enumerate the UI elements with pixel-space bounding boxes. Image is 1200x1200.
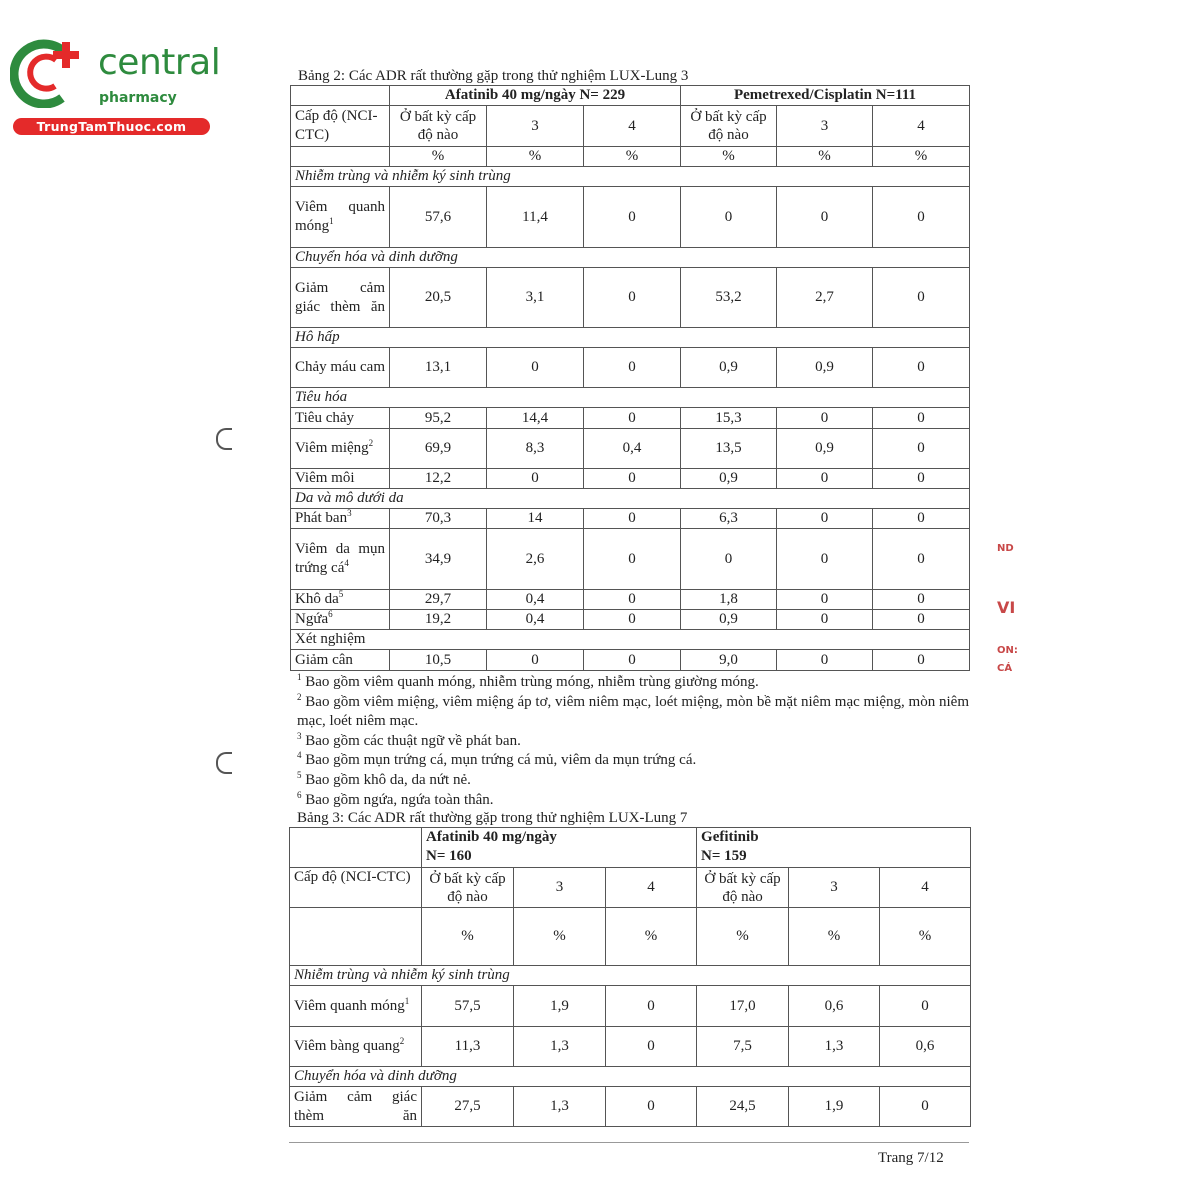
footer-divider (289, 1142, 969, 1143)
group2-header: Gefitinib N= 159 (697, 828, 971, 868)
footnote-text: Bao gồm viêm quanh móng, nhiễm trùng móng, nhiễm trùng giường móng. (305, 674, 759, 690)
value-cell: 0 (584, 268, 681, 328)
unit-cell: % (697, 908, 789, 966)
value-cell: 0 (873, 469, 970, 489)
footnote (297, 693, 969, 732)
grade-header: 3 (789, 868, 880, 908)
adr-name: Ngứa$^6$ (291, 610, 390, 630)
value-cell: 0 (777, 529, 873, 590)
value-cell: 0 (584, 529, 681, 590)
category-label: Xét nghiệm (291, 630, 970, 650)
footnote-number: 1 (297, 672, 302, 682)
grade-header: Ở bất kỳ cấp độ nào (681, 106, 777, 147)
unit-cell: % (880, 908, 971, 966)
footnote-ref: 1 (404, 995, 410, 1006)
value-cell: 0 (606, 1027, 697, 1067)
value-cell: 0 (873, 610, 970, 630)
value-cell: 29,7 (390, 590, 487, 610)
category-row (291, 630, 970, 650)
footnote-ref: 6 (328, 609, 333, 619)
footnote-number: 4 (297, 750, 302, 761)
unit-cell: % (422, 908, 514, 966)
value-cell: 0,4 (584, 429, 681, 469)
value-cell: 14,4 (487, 408, 584, 429)
logo-site: TrungTamThuoc.com (13, 118, 210, 135)
table2-caption: Bảng 2: Các ADR rất thường gặp trong thử nghiệm LUX-Lung 3 (298, 68, 689, 84)
value-cell: 0 (873, 429, 970, 469)
value-cell: 0 (777, 408, 873, 429)
logo-mark-icon (10, 38, 90, 108)
value-cell: 0 (777, 509, 873, 529)
table-row (291, 529, 970, 590)
adr-name: Viêm miệng$^2$ (291, 429, 390, 469)
table-row (290, 986, 971, 1027)
logo-brand: central (98, 42, 221, 83)
category-row (290, 966, 971, 986)
category-label: Tiêu hóa (291, 388, 970, 408)
footnote (297, 732, 969, 752)
value-cell: 0 (584, 650, 681, 671)
footnote-number: 3 (297, 730, 302, 741)
value-cell: 3,1 (487, 268, 584, 328)
footnote-text: Bao gồm các thuật ngữ về phát ban. (305, 732, 521, 749)
category-row (291, 167, 970, 187)
group2-header: Pemetrexed/Cisplatin N=111 (681, 86, 970, 106)
value-cell: 1,8 (681, 590, 777, 610)
grade-header: 4 (880, 868, 971, 908)
grade-header: 3 (487, 106, 584, 147)
unit-cell: % (777, 147, 873, 167)
category-row (291, 248, 970, 268)
footnotes (297, 673, 969, 810)
value-cell: 0 (777, 610, 873, 630)
category-label: Hô hấp (291, 328, 970, 348)
value-cell: 34,9 (390, 529, 487, 590)
value-cell: 15,3 (681, 408, 777, 429)
value-cell: 70,3 (390, 509, 487, 529)
value-cell: 0,6 (789, 986, 880, 1027)
value-cell: 0 (584, 408, 681, 429)
table-row (290, 1027, 971, 1067)
footnote-ref: 4 (344, 558, 349, 568)
adr-name: Chảy máu cam (291, 348, 390, 388)
category-label: Da và mô dưới da (291, 489, 970, 509)
footnote (297, 791, 969, 811)
adr-name: Viêm quanh móng$^1$ (290, 986, 422, 1027)
table-row (291, 590, 970, 610)
value-cell: 1,3 (789, 1027, 880, 1067)
value-cell: 7,5 (697, 1027, 789, 1067)
unit-cell: % (681, 147, 777, 167)
grade-header: Ở bất kỳ cấp độ nào (422, 868, 514, 908)
footnote-number: 5 (297, 769, 302, 780)
group1-header: Afatinib 40 mg/ngày N= 229 (390, 86, 681, 106)
value-cell: 0,9 (681, 348, 777, 388)
category-label: Chuyển hóa và dinh dưỡng (290, 1067, 971, 1087)
adr-name: Khô $da^5$ (291, 590, 390, 610)
stamp-fragment: ND VI ON: CÁ (997, 543, 1018, 674)
footnote-ref: 2 (399, 1036, 405, 1047)
adr-name: Viêm môi (291, 469, 390, 489)
footnote-number: 2 (297, 691, 302, 702)
grade-header: 3 (514, 868, 606, 908)
value-cell: 11,4 (487, 187, 584, 248)
adr-name: Giảm cân (291, 650, 390, 671)
category-row (291, 328, 970, 348)
grade-header: 4 (873, 106, 970, 147)
table-row (291, 429, 970, 469)
punch-hole-icon (216, 752, 232, 774)
footnote-ref: 1 (329, 216, 334, 226)
value-cell: 0 (584, 590, 681, 610)
value-cell: 0 (681, 187, 777, 248)
punch-hole-icon (216, 428, 232, 450)
value-cell: 0 (873, 348, 970, 388)
category-row (291, 489, 970, 509)
value-cell: 13,5 (681, 429, 777, 469)
central-pharmacy-logo (10, 38, 221, 138)
value-cell: 0 (880, 986, 971, 1027)
grade-header: Ở bất kỳ cấp độ nào (390, 106, 487, 147)
value-cell: 13,1 (390, 348, 487, 388)
footnote-number: 6 (297, 789, 302, 800)
grade-header: Ở bất kỳ cấp độ nào (697, 868, 789, 908)
footnote (297, 673, 969, 693)
value-cell: 0 (777, 590, 873, 610)
value-cell: 0,6 (880, 1027, 971, 1067)
value-cell: 27,5 (422, 1087, 514, 1127)
value-cell: 0,9 (777, 348, 873, 388)
group1-header: Afatinib 40 mg/ngày N= 160 (422, 828, 697, 868)
value-cell: 0 (584, 610, 681, 630)
value-cell: 0 (487, 469, 584, 489)
value-cell: 0 (873, 509, 970, 529)
unit-cell: % (873, 147, 970, 167)
value-cell: 0 (487, 650, 584, 671)
value-cell: 2,7 (777, 268, 873, 328)
category-label: Chuyển hóa và dinh dưỡng (291, 248, 970, 268)
value-cell: 0 (777, 187, 873, 248)
value-cell: 8,3 (487, 429, 584, 469)
value-cell: 14 (487, 509, 584, 529)
value-cell: 0 (487, 348, 584, 388)
value-cell: 0,9 (777, 429, 873, 469)
value-cell: 57,6 (390, 187, 487, 248)
footnote-text: Bao gồm ngứa, ngứa toàn thân. (305, 791, 494, 808)
value-cell: 0 (584, 509, 681, 529)
unit-cell: % (584, 147, 681, 167)
adr-name: Viêm bàng quang$^2$ (290, 1027, 422, 1067)
value-cell: 1,9 (514, 986, 606, 1027)
value-cell: 95,2 (390, 408, 487, 429)
value-cell: 0,9 (681, 469, 777, 489)
value-cell: 20,5 (390, 268, 487, 328)
unit-cell: % (487, 147, 584, 167)
value-cell: 0 (873, 590, 970, 610)
unit-cell: % (390, 147, 487, 167)
table3-caption: Bảng 3: Các ADR rất thường gặp trong thử nghiệm LUX-Lung 7 (297, 810, 688, 827)
value-cell: 0 (584, 187, 681, 248)
value-cell: 12,2 (390, 469, 487, 489)
footnote-ref: 2 (368, 438, 374, 448)
category-label: Nhiễm trùng và nhiễm ký sinh trùng (290, 966, 971, 986)
footnote-text: Bao gồm viêm miệng, viêm miệng áp tơ, viêm niêm mạc, loét miệng, mòn bề mặt niêm mạc miệng, mòn niêm mạc, loét niêm mạc. (297, 693, 969, 730)
footnote-text: Bao gồm mụn trứng cá, mụn trứng cá mủ, viêm da mụn trứng cá. (305, 752, 697, 769)
value-cell: 10,5 (390, 650, 487, 671)
grade-header: 4 (584, 106, 681, 147)
adr-name: Phát ban$^3$ (291, 509, 390, 529)
value-cell: 0,4 (487, 590, 584, 610)
unit-cell: % (606, 908, 697, 966)
grade-header: 3 (777, 106, 873, 147)
value-cell: 0 (873, 408, 970, 429)
logo-sub: pharmacy (99, 90, 177, 106)
table2-lux-lung-3 (290, 85, 970, 671)
footnote-ref: 5 (338, 589, 344, 599)
value-cell: 1,3 (514, 1027, 606, 1067)
table-row (291, 348, 970, 388)
value-cell: 0 (873, 529, 970, 590)
category-row (291, 388, 970, 408)
grade-header: 4 (606, 868, 697, 908)
table-row (291, 610, 970, 630)
value-cell: 0 (606, 1087, 697, 1127)
value-cell: 57,5 (422, 986, 514, 1027)
value-cell: 0,9 (681, 610, 777, 630)
table-row (291, 408, 970, 429)
adr-name: Giảm cảm giác thèm ăn (290, 1087, 422, 1127)
table3-lux-lung-7 (289, 827, 971, 1127)
footnote (297, 751, 969, 771)
table-row (291, 650, 970, 671)
category-label: Nhiễm trùng và nhiễm ký sinh trùng (291, 167, 970, 187)
value-cell: 11,3 (422, 1027, 514, 1067)
adr-name: Tiêu chảy (291, 408, 390, 429)
adr-name: Viêm da mụn trứng $cá^4$ (291, 529, 390, 590)
table-row (291, 187, 970, 248)
footnote-text: Bao gồm khô da, da nứt nẻ. (305, 771, 471, 788)
value-cell: 9,0 (681, 650, 777, 671)
footnote (297, 771, 969, 791)
value-cell: 24,5 (697, 1087, 789, 1127)
value-cell: 1,3 (514, 1087, 606, 1127)
adr-name: Giảm cảm giác thèm ăn (291, 268, 390, 328)
value-cell: 6,3 (681, 509, 777, 529)
footnote-ref: 3 (347, 508, 352, 518)
value-cell: 0 (880, 1087, 971, 1127)
value-cell: 0 (584, 469, 681, 489)
table-row (291, 509, 970, 529)
value-cell: 0 (873, 187, 970, 248)
unit-cell: % (789, 908, 880, 966)
grade-label: Cấp độ (NCI-CTC) (290, 868, 422, 908)
value-cell: 2,6 (487, 529, 584, 590)
table-row (290, 1087, 971, 1127)
value-cell: 0,4 (487, 610, 584, 630)
value-cell: 0 (873, 268, 970, 328)
value-cell: 0 (584, 348, 681, 388)
page-number: Trang 7/12 (878, 1150, 944, 1166)
value-cell: 0 (777, 469, 873, 489)
table-row (291, 469, 970, 489)
adr-name: Viêm quanh móng$^1$ (291, 187, 390, 248)
category-row (290, 1067, 971, 1087)
value-cell: 0 (606, 986, 697, 1027)
document-body (289, 68, 970, 1127)
value-cell: 19,2 (390, 610, 487, 630)
unit-cell: % (514, 908, 606, 966)
value-cell: 53,2 (681, 268, 777, 328)
value-cell: 69,9 (390, 429, 487, 469)
value-cell: 1,9 (789, 1087, 880, 1127)
value-cell: 17,0 (697, 986, 789, 1027)
value-cell: 0 (873, 650, 970, 671)
grade-label: Cấp độ (NCI-CTC) (291, 106, 390, 147)
table-row (291, 268, 970, 328)
value-cell: 0 (777, 650, 873, 671)
value-cell: 0 (681, 529, 777, 590)
